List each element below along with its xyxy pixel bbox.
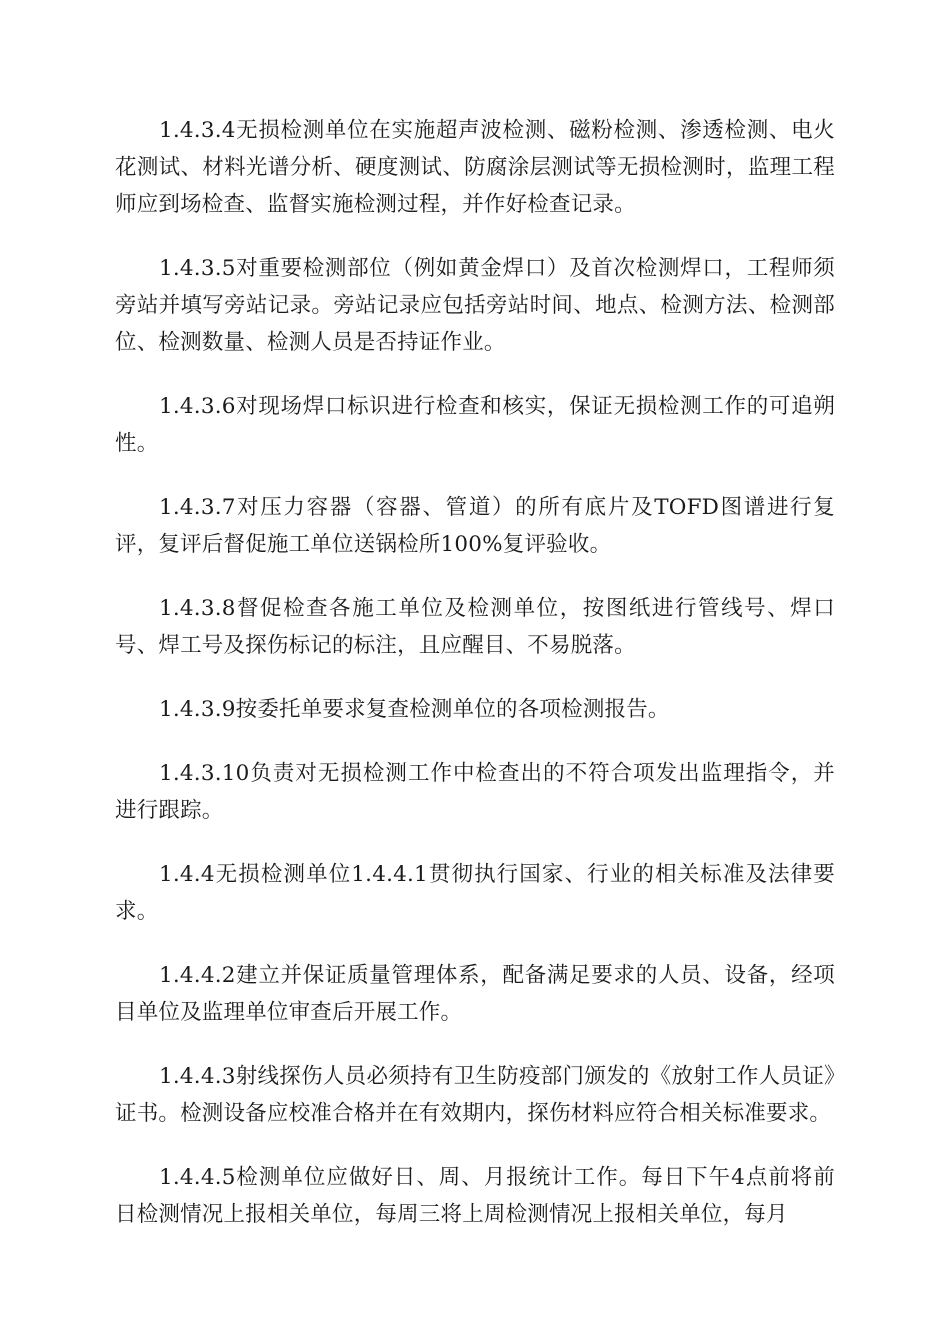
paragraph-1-4-3-9: 1.4.3.9按委托单要求复查检测单位的各项检测报告。 [159, 697, 670, 722]
paragraph-1-4-3-10: 1.4.3.10负责对无损检测工作中检查出的不符合项发出监理指令，并进行跟踪。 [115, 761, 835, 823]
paragraph-1-4-4: 1.4.4无损检测单位1.4.4.1贯彻执行国家、行业的相关标准及法律要求。 [115, 862, 835, 924]
paragraph-1-4-3-6: 1.4.3.6对现场焊口标识进行检查和核实，保证无损检测工作的可追朔性。 [115, 394, 835, 456]
paragraph-1-4-4-3: 1.4.4.3射线探伤人员必须持有卫生防疫部门颁发的《放射工作人员证》证书。检测设备应校准合格并在有效期内，探伤材料应符合相关标准要求。 [115, 1064, 835, 1126]
paragraph-1-4-3-7: 1.4.3.7对压力容器（容器、管道）的所有底片及TOFD图谱进行复评，复评后督促施工单位送锅检所100%复评验收。 [115, 495, 835, 557]
paragraph-1-4-3-8: 1.4.3.8督促检查各施工单位及检测单位，按图纸进行管线号、焊口号、焊工号及探伤标记的标注，且应醒目、不易脱落。 [115, 596, 835, 658]
paragraph-1-4-4-2: 1.4.4.2建立并保证质量管理体系，配备满足要求的人员、设备，经项目单位及监理单位审查后开展工作。 [115, 963, 835, 1025]
document-body [115, 112, 835, 1233]
paragraph-1-4-3-5: 1.4.3.5对重要检测部位（例如黄金焊口）及首次检测焊口，工程师须旁站并填写旁站记录。旁站记录应包括旁站时间、地点、检测方法、检测部位、检测数量、检测人员是否持证作业。 [115, 256, 835, 355]
paragraph-1-4-4-5: 1.4.4.5检测单位应做好日、周、月报统计工作。每日下午4点前将前日检测情况上报相关单位，每周三将上周检测情况上报相关单位，每月 [115, 1165, 835, 1227]
paragraph-1-4-3-4: 1.4.3.4无损检测单位在实施超声波检测、磁粉检测、渗透检测、电火花测试、材料光谱分析、硬度测试、防腐涂层测试等无损检测时，监理工程师应到场检查、监督实施检测过程，并作好检查记录。 [115, 118, 835, 217]
